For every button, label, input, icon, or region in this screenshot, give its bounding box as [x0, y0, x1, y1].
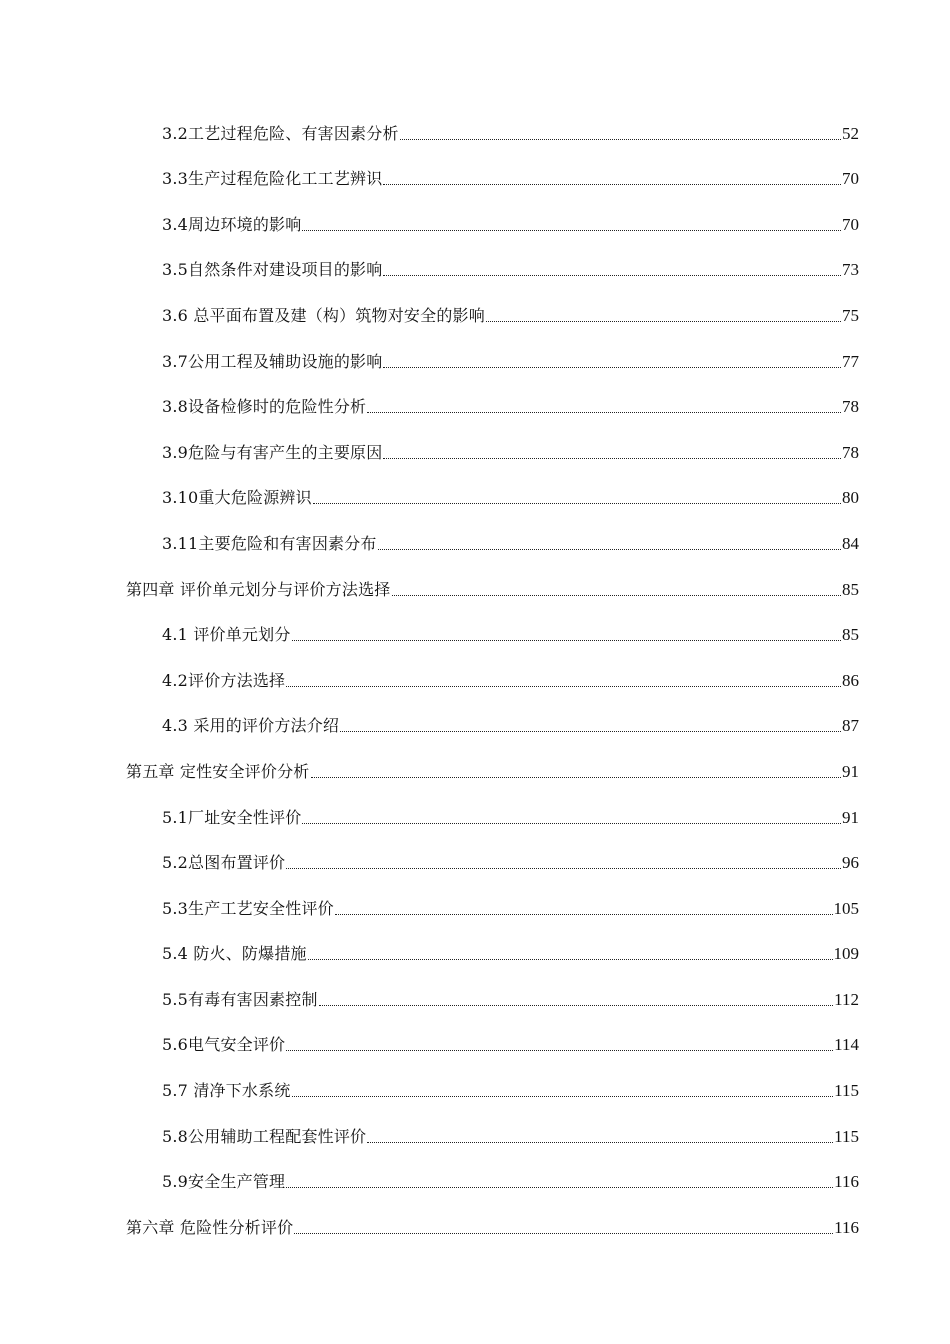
toc-dot-leader	[392, 595, 842, 596]
toc-entry-title: 4.2评价方法选择	[162, 670, 286, 690]
toc-entry[interactable]	[0, 604, 950, 650]
toc-entry-title: 3.8设备检修时的危险性分析	[162, 397, 367, 417]
toc-entry-page-number: 91	[842, 807, 859, 827]
toc-entry[interactable]	[0, 148, 950, 194]
toc-entry-title: 5.1厂址安全性评价	[162, 807, 302, 827]
toc-entry-title: 3.10重大危险源辨识	[162, 488, 312, 508]
toc-entry[interactable]	[0, 786, 950, 832]
toc-entry-page-number: 109	[833, 944, 859, 964]
toc-dot-leader	[294, 1233, 833, 1234]
toc-dot-leader	[340, 731, 841, 732]
toc-entry-page-number: 112	[834, 989, 859, 1009]
toc-entry[interactable]	[0, 376, 950, 422]
toc-entry[interactable]	[0, 877, 950, 923]
toc-dot-leader	[335, 914, 833, 915]
toc-entry[interactable]	[0, 923, 950, 969]
toc-dot-leader	[378, 549, 841, 550]
toc-entry-title: 5.3生产工艺安全性评价	[162, 898, 334, 918]
toc-entry[interactable]	[0, 1196, 950, 1242]
toc-entry[interactable]	[0, 832, 950, 878]
toc-entry-title: 第六章 危险性分析评价	[126, 1217, 294, 1237]
toc-dot-leader	[286, 1187, 833, 1188]
toc-dot-leader	[286, 1050, 833, 1051]
toc-dot-leader	[292, 640, 841, 641]
toc-entry-title: 3.7公用工程及辅助设施的影响	[162, 351, 383, 371]
toc-dot-leader	[367, 412, 841, 413]
toc-dot-leader	[308, 959, 833, 960]
toc-dot-leader	[383, 367, 841, 368]
toc-entry-title: 5.2总图布置评价	[162, 853, 286, 873]
toc-entry-page-number: 91	[842, 761, 859, 781]
toc-entry-page-number: 84	[842, 533, 859, 553]
toc-dot-leader	[302, 823, 841, 824]
toc-dot-leader	[383, 275, 841, 276]
toc-entry[interactable]	[0, 1151, 950, 1197]
toc-entry-page-number: 85	[842, 579, 859, 599]
toc-dot-leader	[302, 230, 841, 231]
toc-entry-page-number: 86	[842, 670, 859, 690]
toc-entry-title: 3.11主要危险和有害因素分布	[162, 533, 377, 553]
toc-entry[interactable]	[0, 239, 950, 285]
toc-entry-title: 4.3 采用的评价方法介绍	[162, 716, 340, 736]
toc-entry-title: 3.2工艺过程危险、有害因素分析	[162, 123, 399, 143]
toc-entry[interactable]	[0, 1105, 950, 1151]
toc-entry-title: 第五章 定性安全评价分析	[126, 761, 310, 781]
toc-dot-leader	[486, 321, 841, 322]
toc-entry-page-number: 52	[842, 123, 859, 143]
toc-entry-page-number: 116	[834, 1172, 859, 1192]
toc-entry-page-number: 73	[842, 260, 859, 280]
toc-entry-page-number: 87	[842, 716, 859, 736]
toc-entry-title: 5.6电气安全评价	[162, 1035, 286, 1055]
toc-entry-title: 第四章 评价单元划分与评价方法选择	[126, 579, 391, 599]
toc-entry-title: 3.6 总平面布置及建（构）筑物对安全的影响	[162, 305, 485, 325]
toc-entry-title: 3.9危险与有害产生的主要原因	[162, 442, 383, 462]
toc-entry-title: 3.3生产过程危险化工工艺辨识	[162, 169, 383, 189]
toc-entry[interactable]	[0, 740, 950, 786]
toc-entry-page-number: 115	[834, 1081, 859, 1101]
toc-entry[interactable]	[0, 102, 950, 148]
table-of-contents	[0, 102, 950, 1242]
toc-entry-page-number: 78	[842, 397, 859, 417]
toc-dot-leader	[383, 458, 841, 459]
toc-entry-page-number: 78	[842, 442, 859, 462]
toc-dot-leader	[367, 1142, 833, 1143]
toc-entry-page-number: 85	[842, 625, 859, 645]
toc-entry[interactable]	[0, 968, 950, 1014]
toc-entry-page-number: 116	[834, 1217, 859, 1237]
toc-entry-title: 5.9安全生产管理	[162, 1172, 286, 1192]
toc-entry[interactable]	[0, 512, 950, 558]
toc-entry-page-number: 77	[842, 351, 859, 371]
toc-entry-page-number: 114	[834, 1035, 859, 1055]
toc-entry[interactable]	[0, 193, 950, 239]
toc-dot-leader	[292, 1096, 834, 1097]
toc-entry[interactable]	[0, 1059, 950, 1105]
toc-entry[interactable]	[0, 649, 950, 695]
toc-entry-page-number: 80	[842, 488, 859, 508]
toc-entry[interactable]	[0, 467, 950, 513]
toc-entry-page-number: 70	[842, 214, 859, 234]
toc-dot-leader	[286, 868, 841, 869]
toc-entry[interactable]	[0, 558, 950, 604]
toc-entry-title: 4.1 评价单元划分	[162, 625, 291, 645]
toc-entry-title: 5.7 清净下水系统	[162, 1081, 291, 1101]
toc-entry[interactable]	[0, 1014, 950, 1060]
toc-entry-page-number: 105	[833, 898, 859, 918]
toc-entry-title: 5.5有毒有害因素控制	[162, 989, 318, 1009]
toc-entry-title: 3.4周边环境的影响	[162, 214, 302, 234]
toc-entry[interactable]	[0, 284, 950, 330]
toc-dot-leader	[400, 139, 841, 140]
toc-entry[interactable]	[0, 695, 950, 741]
toc-entry-page-number: 75	[842, 305, 859, 325]
toc-entry-title: 5.8公用辅助工程配套性评价	[162, 1126, 367, 1146]
toc-entry-page-number: 96	[842, 853, 859, 873]
toc-dot-leader	[311, 777, 842, 778]
toc-entry-title: 3.5自然条件对建设项目的影响	[162, 260, 383, 280]
toc-dot-leader	[319, 1005, 833, 1006]
toc-entry-page-number: 115	[834, 1126, 859, 1146]
toc-dot-leader	[313, 503, 841, 504]
toc-entry[interactable]	[0, 421, 950, 467]
toc-dot-leader	[383, 184, 841, 185]
toc-entry-page-number: 70	[842, 169, 859, 189]
toc-entry-title: 5.4 防火、防爆措施	[162, 944, 307, 964]
toc-dot-leader	[286, 686, 841, 687]
toc-entry[interactable]	[0, 330, 950, 376]
